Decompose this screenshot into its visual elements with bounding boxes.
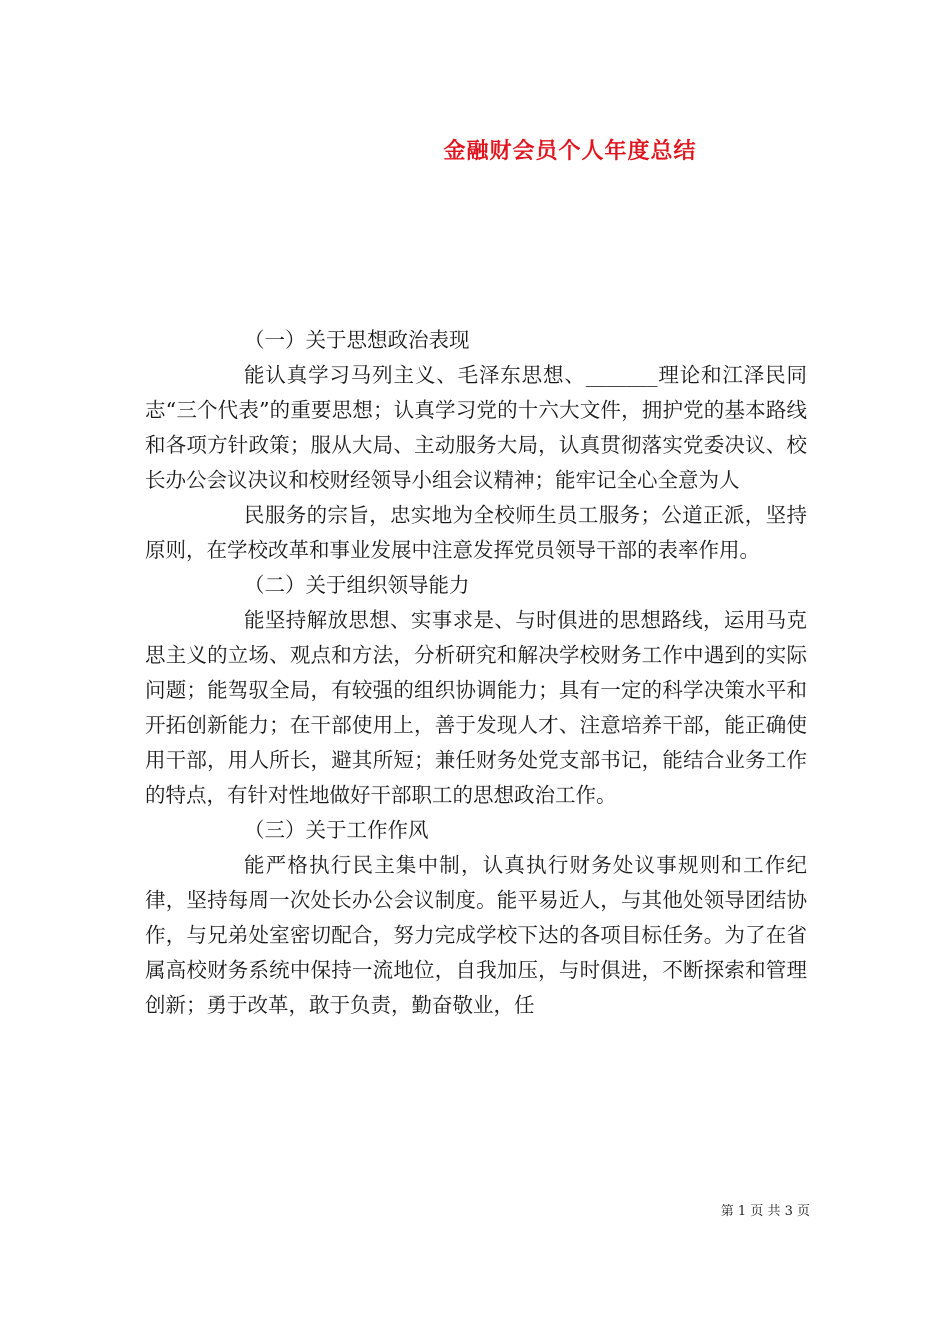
section-paragraph: 能坚持解放思想、实事求是、与时俱进的思想路线，运用马克思主义的立场、观点和方法，分析研究和解决学校财务工作中遇到的实际问题；能驾驭全局，有较强的组织协调能力；具有一定的科学决策水平和开拓创新能力；在干部使用上，善于发现人才、注意培养干部，能正确使用干部，用人所长，避其所短；兼任财务处党支部书记，能结合业务工作的特点，有针对性地做好干部职工的思想政治工作。 bbox=[145, 608, 807, 807]
page-number: 第 1 页 共 3 页 bbox=[720, 1204, 810, 1219]
section-leadership bbox=[145, 568, 807, 813]
document-body bbox=[145, 323, 807, 1023]
section-heading: （三）关于工作作风 bbox=[244, 818, 429, 842]
section-work-style bbox=[145, 813, 807, 1023]
section-paragraph: 能认真学习马列主义、毛泽东思想、_______理论和江泽民同志“三个代表”的重要思想；认真学习党的十六大文件，拥护党的基本路线和各项方针政策；服从大局、主动服务大局，认真贯彻落实党委决议、校长办公会议决议和校财经领导小组会议精神；能牢记全心全意为人 bbox=[145, 363, 807, 492]
section-heading: （二）关于组织领导能力 bbox=[244, 573, 470, 597]
section-paragraph: 能严格执行民主集中制，认真执行财务处议事规则和工作纪律，坚持每周一次处长办公会议制度。能平易近人，与其他处领导团结协作，与兄弟处室密切配合，努力完成学校下达的各项目标任务。为了在省属高校财务系统中保持一流地位，自我加压，与时俱进，不断探索和管理创新；勇于改革，敢于负责，勤奋敬业，任 bbox=[145, 853, 807, 1017]
section-paragraph: 民服务的宗旨，忠实地为全校师生员工服务；公道正派，坚持原则，在学校改革和事业发展中注意发挥党员领导干部的表率作用。 bbox=[145, 503, 807, 562]
section-political bbox=[145, 323, 807, 568]
document-title: 金融财会员个人年度总结 bbox=[443, 138, 697, 164]
section-heading: （一）关于思想政治表现 bbox=[244, 328, 470, 352]
